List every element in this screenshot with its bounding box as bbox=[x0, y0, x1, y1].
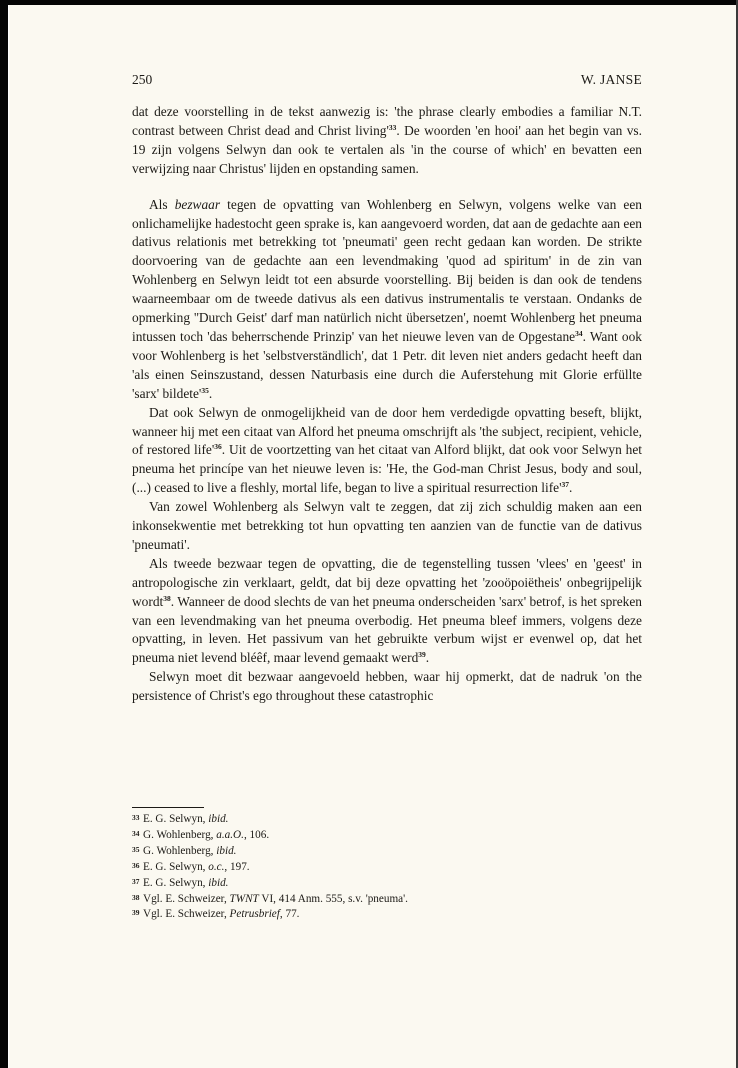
footnote-38: 38 Vgl. E. Schweizer, TWNT VI, 414 Anm. 555, s.v. 'pneuma'. bbox=[132, 892, 408, 905]
footnote-33: 33 E. G. Selwyn, ibid. bbox=[132, 813, 229, 825]
page-header bbox=[132, 72, 642, 90]
footnote-39: 39 Vgl. E. Schweizer, Petrusbrief, 77. bbox=[132, 908, 300, 921]
footnote-36: 36 E. G. Selwyn, o.c., 197. bbox=[132, 860, 250, 873]
paragraph-4: Van zowel Wohlenberg als Selwyn valt te zeggen, dat zij zich schuldig maken aan een inkonsekwentie met betrekking tot hun opvatting ten aanzien van de functie van de dativus 'pneumati'. bbox=[132, 499, 642, 552]
footnote-ref-33[interactable]: 33 bbox=[388, 122, 397, 132]
emphasis-bezwaar: bezwaar bbox=[174, 196, 221, 212]
footnote-separator bbox=[132, 807, 204, 808]
footnote-ref-39[interactable]: 39 bbox=[418, 650, 426, 660]
footnote-ref-34[interactable]: 34 bbox=[575, 328, 583, 338]
paragraph-5: Als tweede bezwaar tegen de opvatting, die de tegenstelling tussen 'vlees' en 'geest' in antropologische zin verklaart, geldt, dat bij deze opvatting het 'zooöpoiëtheis' onbegrijpelijk wordt$^{38}$. Wanneer de dood slechts de van het pneuma onderscheiden 'sarx' betrof, is het spreken van een levendmaking van het pneuma overbodig. Het pneuma bleef immers, volgens deze opvatting, in leven. Het passivum van het gebruikte verbum wijst er evenwel op, dat het pneuma niet levend bléêf, maar levend gemaakt werd$^{39}$. bbox=[132, 555, 642, 666]
scan-border-top bbox=[0, 0, 738, 5]
paragraph-1: dat deze voorstelling in de tekst aanwezig is: 'the phrase clearly embodies a familiar N.T. contrast between Christ dead and Christ $living'^{33}$. De woorden 'en hooi' aan het begin van vs. 19 zijn volgens Selwyn dan ook te vertalen als 'in the course of which' en bevatten een verwijzing naar Christus' lijden en opstanding samen. bbox=[132, 104, 642, 176]
footnote-ref-38[interactable]: 38 bbox=[163, 593, 171, 603]
footnotes bbox=[132, 811, 642, 922]
body-text bbox=[132, 103, 642, 706]
scan-border-left bbox=[0, 0, 8, 1068]
footnote-37: 37 E. G. Selwyn, ibid. bbox=[132, 876, 229, 889]
footnote-ref-36[interactable]: 36 bbox=[214, 442, 222, 452]
footnote-34: 34 G. Wohlenberg, a.a.O., 106. bbox=[132, 828, 270, 841]
footnote-ref-37[interactable]: 37 bbox=[561, 480, 570, 490]
paragraph-3: Dat ook Selwyn de onmogelijkheid van de door hem verdedigde opvatting beseft, blijkt, wanneer hij met een citaat van Alford het pneuma omschrijft als 'the subject, recipient, vehicle, of restored $life'^{36}$. Uit de voortzetting van het citaat van Alford blijkt, dat ook voor Selwyn het pneuma het princípe van het nieuwe leven is: 'He, the God-man Christ Jesus, body and soul, (...) ceased to live a fleshly, mortal life, began to live a spiritual resurrection $life'^{37}$. bbox=[132, 404, 642, 496]
footnote-ref-35[interactable]: 35 bbox=[201, 385, 209, 395]
footnote-35: 35 G. Wohlenberg, ibid. bbox=[132, 844, 237, 857]
paragraph-2: Als bezwaar tegen de opvatting van Wohlenberg en Selwyn, volgens welke van een onlichamelijke hadestocht geen sprake is, kan aangevoerd worden, dat aan de gedachte aan een dativus relationis met betrekking tot 'pneumati' geen recht gedaan kan worden. De strikte doorvoering van de gedachte aan een levendmaking 'quod ad spiritum' in de zin van Wohlenberg en Selwyn leidt tot een absurde voorstelling. Bij beiden is dan ook de tendens waarneembaar om de tweede dativus als een dativus instrumentalis te verstaan. Ondanks de opmerking ''Durch Geist' darf man natürlich nicht übersetzen', noemt Wohlenberg het pneuma intussen toch 'das beherrschende Prinzip' van het nieuwe leven van de Opgestane$^{34}$. Want ook voor Wohlenberg is het 'selbstverständlich', dat 1 Petr. dit leven niet anders gedacht heeft dan 'als einen Seinszustand, dessen Naturbasis eine durch die Auferstehung mit Glorie erfüllte 'sarx' $bildete'^{35}$. bbox=[132, 196, 643, 401]
page-number: 250 bbox=[132, 72, 153, 87]
paragraph-6: Selwyn moet dit bezwaar aangevoeld hebben, waar hij opmerkt, dat de nadruk 'on the persistence of Christ's ego throughout these catastrophic bbox=[132, 669, 642, 704]
running-head-author: W. JANSE bbox=[580, 72, 642, 87]
